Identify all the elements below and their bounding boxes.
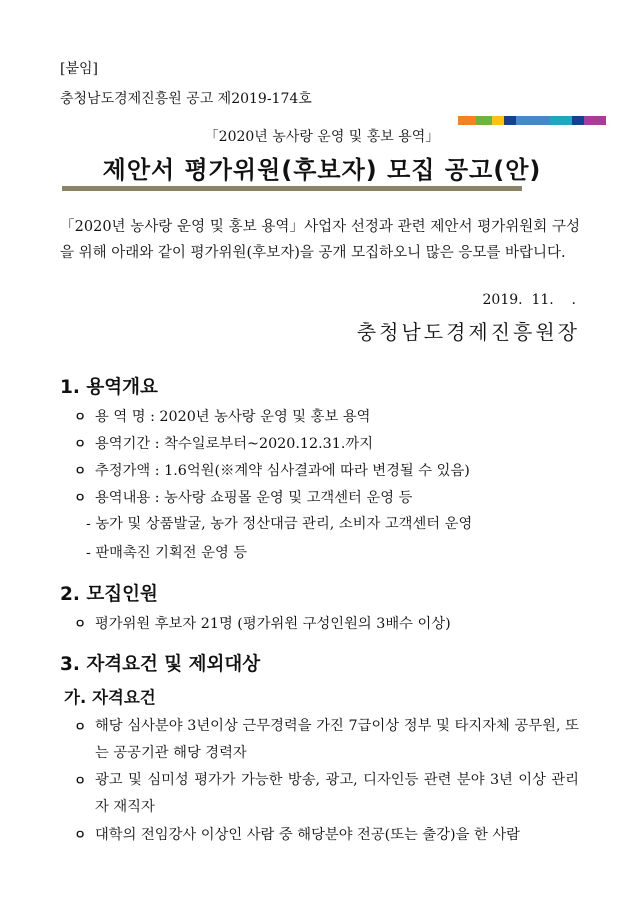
section-heading-1: 1. 용역개요: [60, 377, 158, 398]
bullet-icon: ㅇ: [74, 719, 87, 734]
section-heading-3: 3. 자격요건 및 제외대상: [60, 654, 261, 675]
color-segment: [584, 116, 606, 125]
section-heading-2: 2. 모집인원: [60, 584, 158, 605]
list-item-row: ㅇ 광고 및 심미성 평가가 가능한 방송, 광고, 디자인등 관련 분야 3년 이상 관리자 재직자: [74, 767, 579, 821]
bullet-icon: ㅇ: [74, 436, 87, 451]
color-segment: [458, 116, 476, 125]
sub-list-item: - 판매촉진 기획전 운영 등: [86, 545, 248, 561]
color-segment: [476, 116, 492, 125]
color-segment: [504, 116, 516, 125]
bullet-icon: ㅇ: [74, 409, 87, 424]
list-item: ㅇ 대학의 전임강사 이상인 사람 중 해당분야 전공(또는 출강)을 한 사람: [74, 821, 520, 849]
sub-list-item: - 농가 및 상품발굴, 농가 정산대금 관리, 소비자 고객센터 운영: [86, 516, 473, 532]
brand-color-bar: [458, 116, 606, 125]
color-segment: [550, 116, 572, 125]
color-segment: [572, 116, 584, 125]
bullet-icon: ㅇ: [74, 490, 87, 505]
bullet-icon: ㅇ: [74, 463, 87, 478]
title-underline: [62, 186, 522, 191]
bullet-icon: ㅇ: [74, 827, 87, 842]
list-item: [74, 767, 579, 821]
subtitle: 「2020년 농사랑 운영 및 홍보 용역」: [204, 129, 440, 145]
list-item: ㅇ 용역기간 : 착수일로부터~2020.12.31.까지: [74, 430, 373, 458]
list-item: [74, 713, 579, 767]
intro-paragraph: 「2020년 농사랑 운영 및 홍보 용역」사업자 선정과 관련 제안서 평가위원회 구성을 위해 아래와 같이 평가위원(후보자)을 공개 모집하오니 많은 응모를 바랍니다.: [60, 219, 580, 261]
list-item: ㅇ 추정가액 : 1.6억원(※계약 심사결과에 따라 변경될 수 있음): [74, 457, 470, 485]
color-segment: [516, 116, 550, 125]
notice-date: 2019. 11. .: [482, 292, 576, 308]
bullet-icon: ㅇ: [74, 616, 87, 631]
color-segment: [492, 116, 504, 125]
sub-heading: 가. 자격요건: [64, 688, 156, 707]
list-item: ㅇ 평가위원 후보자 21명 (평가위원 구성인원의 3배수 이상): [74, 610, 451, 638]
issuer-name: 충청남도경제진흥원장: [356, 320, 580, 344]
notice-number: 충청남도경제진흥원 공고 제2019-174호: [60, 91, 312, 107]
list-item: ㅇ 용 역 명 : 2020년 농사랑 운영 및 홍보 용역: [74, 403, 370, 431]
attachment-label: [붙임]: [60, 61, 98, 77]
bullet-icon: ㅇ: [74, 773, 87, 788]
list-item-row: ㅇ 해당 심사분야 3년이상 근무경력을 가진 7급이상 정부 및 타지자체 공무원, 또는 공공기관 해당 경력자: [74, 713, 579, 767]
list-item: ㅇ 용역내용 : 농사랑 쇼핑몰 운영 및 고객센터 운영 등: [74, 484, 412, 512]
page-title: 제안서 평가위원(후보자) 모집 공고(안): [102, 156, 542, 184]
